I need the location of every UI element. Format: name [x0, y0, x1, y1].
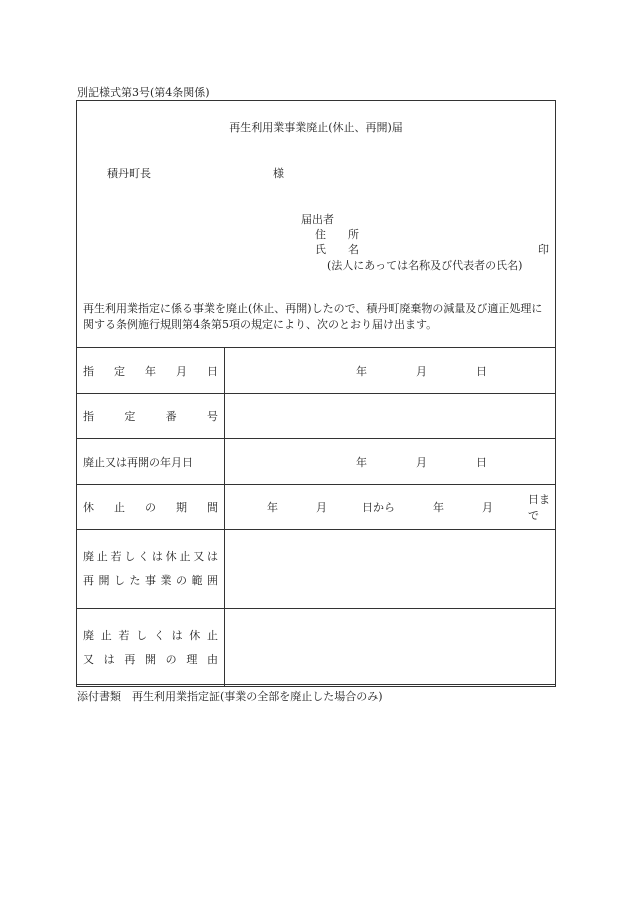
name-label: 氏 名 — [315, 243, 359, 256]
row-reason — [77, 609, 556, 687]
label-char: 年 — [145, 364, 156, 378]
abolish-date-field[interactable] — [225, 439, 556, 485]
scope-label-line1: 廃止若しくは休止又は — [83, 550, 218, 563]
month-unit: 月 — [416, 364, 427, 378]
label-char: 止 — [114, 501, 125, 514]
row-designation-date — [77, 348, 556, 394]
label-char: の — [145, 501, 156, 514]
label-char: 日 — [207, 364, 218, 378]
day-unit: 日 — [476, 364, 487, 378]
attachment-note: 添付書類 再生利用業指定証(事業の全部を廃止した場合のみ) — [77, 690, 383, 703]
from-day-unit: 日から — [362, 501, 395, 514]
reason-label-line1: 廃止若しくは休止 — [83, 628, 218, 642]
label-char: 期 — [176, 501, 187, 514]
reason-label-line2: 又は再開の理由 — [83, 652, 218, 666]
designation-number-field[interactable] — [225, 394, 556, 439]
form-table — [76, 347, 556, 687]
corporation-note: (法人にあっては名称及び代表者の氏名) — [327, 259, 523, 272]
reason-field[interactable] — [225, 609, 556, 687]
year-unit: 年 — [356, 364, 367, 378]
abolish-date-label — [77, 439, 225, 485]
month-unit: 月 — [416, 455, 427, 469]
abolish-date-label-text: 廃止又は再開の年月日 — [83, 455, 193, 469]
seal-mark: 印 — [538, 243, 549, 256]
designation-number-label — [77, 394, 225, 439]
year-unit: 年 — [356, 455, 367, 469]
label-char: 間 — [207, 501, 218, 514]
from-year-unit: 年 — [267, 501, 278, 514]
notification-form — [76, 100, 556, 685]
label-char: 休 — [83, 501, 94, 514]
scope-label — [77, 530, 225, 609]
scope-label-line2: 再開した事業の範囲 — [83, 574, 218, 587]
suspension-period-field[interactable] — [225, 485, 556, 530]
designation-date-label — [77, 348, 225, 394]
addressee-name: 積丹町長 — [107, 167, 151, 180]
notifier-label: 届出者 — [301, 213, 334, 226]
designation-date-field[interactable] — [225, 348, 556, 394]
row-designation-number — [77, 394, 556, 439]
form-reference: 別記様式第3号(第4条関係) — [77, 86, 210, 99]
to-day-unit: 日まで — [528, 493, 550, 522]
addressee-honorific: 様 — [273, 167, 284, 180]
label-char: 月 — [176, 364, 187, 378]
label-char: 号 — [206, 410, 218, 423]
to-month-unit: 月 — [482, 501, 493, 514]
row-abolish-date — [77, 439, 556, 485]
body-text — [83, 301, 551, 333]
body-paragraph: 再生利用業指定に係る事業を廃止(休止、再開)したので、積丹町廃棄物の減量及び適正処理に関する条例施行規則第4条第5項の規定により、次のとおり届け出ます。 — [83, 302, 543, 331]
label-char: 番 — [165, 410, 177, 423]
from-month-unit: 月 — [316, 501, 327, 514]
to-year-unit: 年 — [433, 501, 444, 514]
label-char: 定 — [114, 364, 125, 378]
label-char: 定 — [124, 410, 136, 423]
row-scope — [77, 530, 556, 609]
document-title: 再生利用業事業廃止(休止、再開)届 — [229, 121, 403, 134]
row-suspension-period — [77, 485, 556, 530]
day-unit: 日 — [476, 455, 487, 469]
suspension-period-label — [77, 485, 225, 530]
scope-field[interactable] — [225, 530, 556, 609]
label-char: 指 — [83, 410, 94, 423]
reason-label — [77, 609, 225, 687]
address-label: 住 所 — [315, 228, 359, 241]
label-char: 指 — [83, 364, 94, 378]
